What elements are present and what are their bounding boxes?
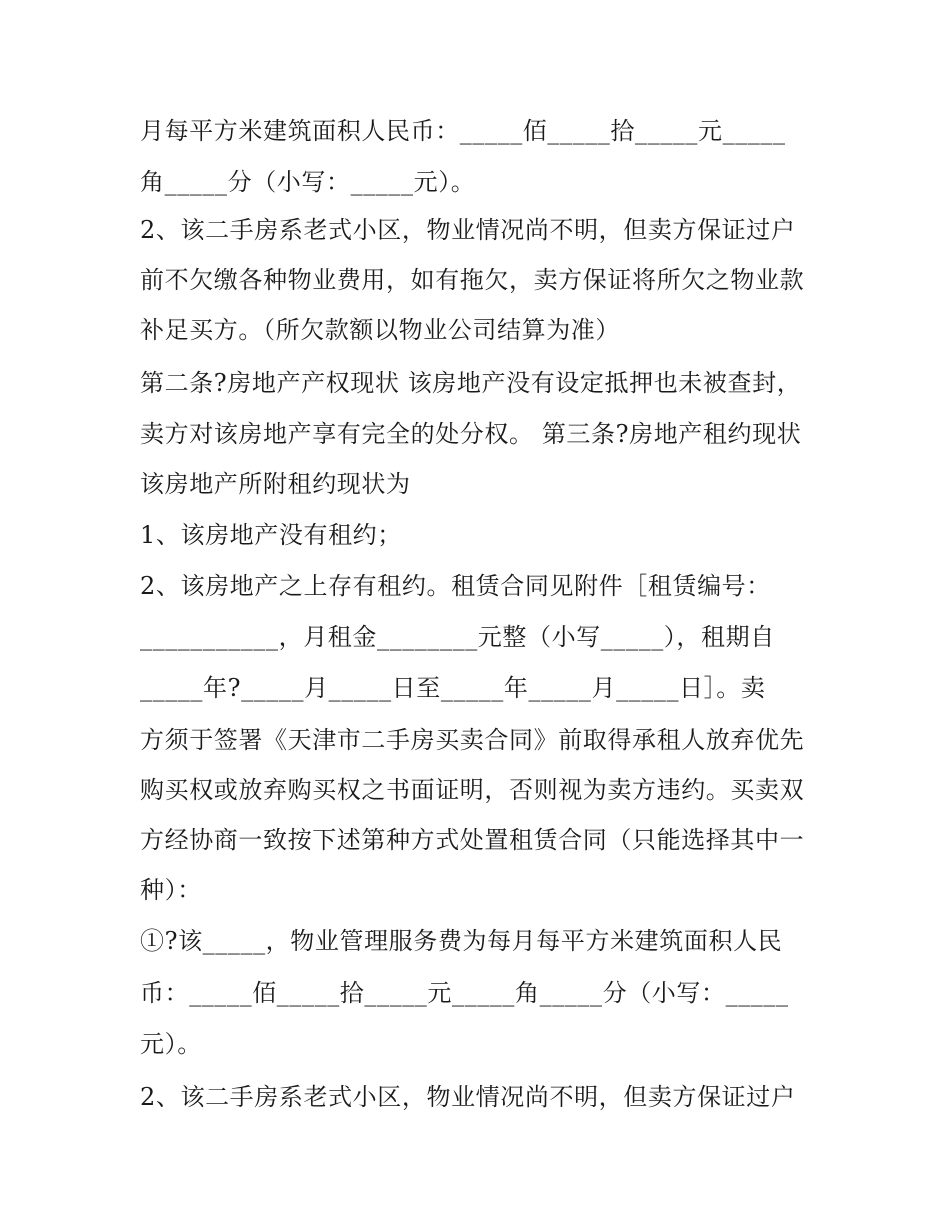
text-line: 元）。 [140, 1030, 202, 1058]
text-line: 种）： [140, 876, 202, 904]
text-line: 第二条?房地产产权现状 该房地产没有设定抵押也未被查封， [140, 369, 802, 397]
text-line: 购买权或放弃购买权之书面证明，否则视为卖方违约。买卖双 [140, 776, 805, 804]
text-line: 2、该房地产之上存有租约。租赁合同见附件［租赁编号： [140, 572, 771, 600]
text-line: 卖方对该房地产享有完全的处分权。 第三条?房地产租约现状 [140, 420, 802, 448]
text-line: 方须于签署《天津市二手房买卖合同》前取得承租人放弃优先 [140, 726, 805, 754]
text-line: 角_____分（小写：_____元）。 [140, 168, 476, 196]
text-line: 补足买方。（所欠款额以物业公司结算为准） [140, 316, 620, 344]
text-line: 币：_____佰_____拾_____元_____角_____分（小写：_____ [140, 979, 789, 1007]
text-line: ___________，月租金________元整（小写_____），租期自 [140, 623, 775, 651]
text-line: ①?该_____，物业管理服务费为每月每平方米建筑面积人民 [140, 927, 783, 955]
text-line: 该房地产所附租约现状为 [140, 470, 411, 498]
text-line: 前不欠缴各种物业费用，如有拖欠，卖方保证将所欠之物业款 [140, 266, 805, 294]
text-line: _____年?_____月_____日至_____年_____月_____日］。卖 [140, 674, 766, 702]
text-line: 方经协商一致按下述第种方式处置租赁合同（只能选择其中一 [140, 826, 805, 854]
text-line: 月每平方米建筑面积人民币：_____佰_____拾_____元_____ [140, 117, 786, 145]
text-line: 2、该二手房系老式小区，物业情况尚不明，但卖方保证过户 [140, 1083, 796, 1111]
text-line: 2、该二手房系老式小区，物业情况尚不明，但卖方保证过户 [140, 216, 796, 244]
text-line: 1、该房地产没有租约； [140, 521, 402, 549]
